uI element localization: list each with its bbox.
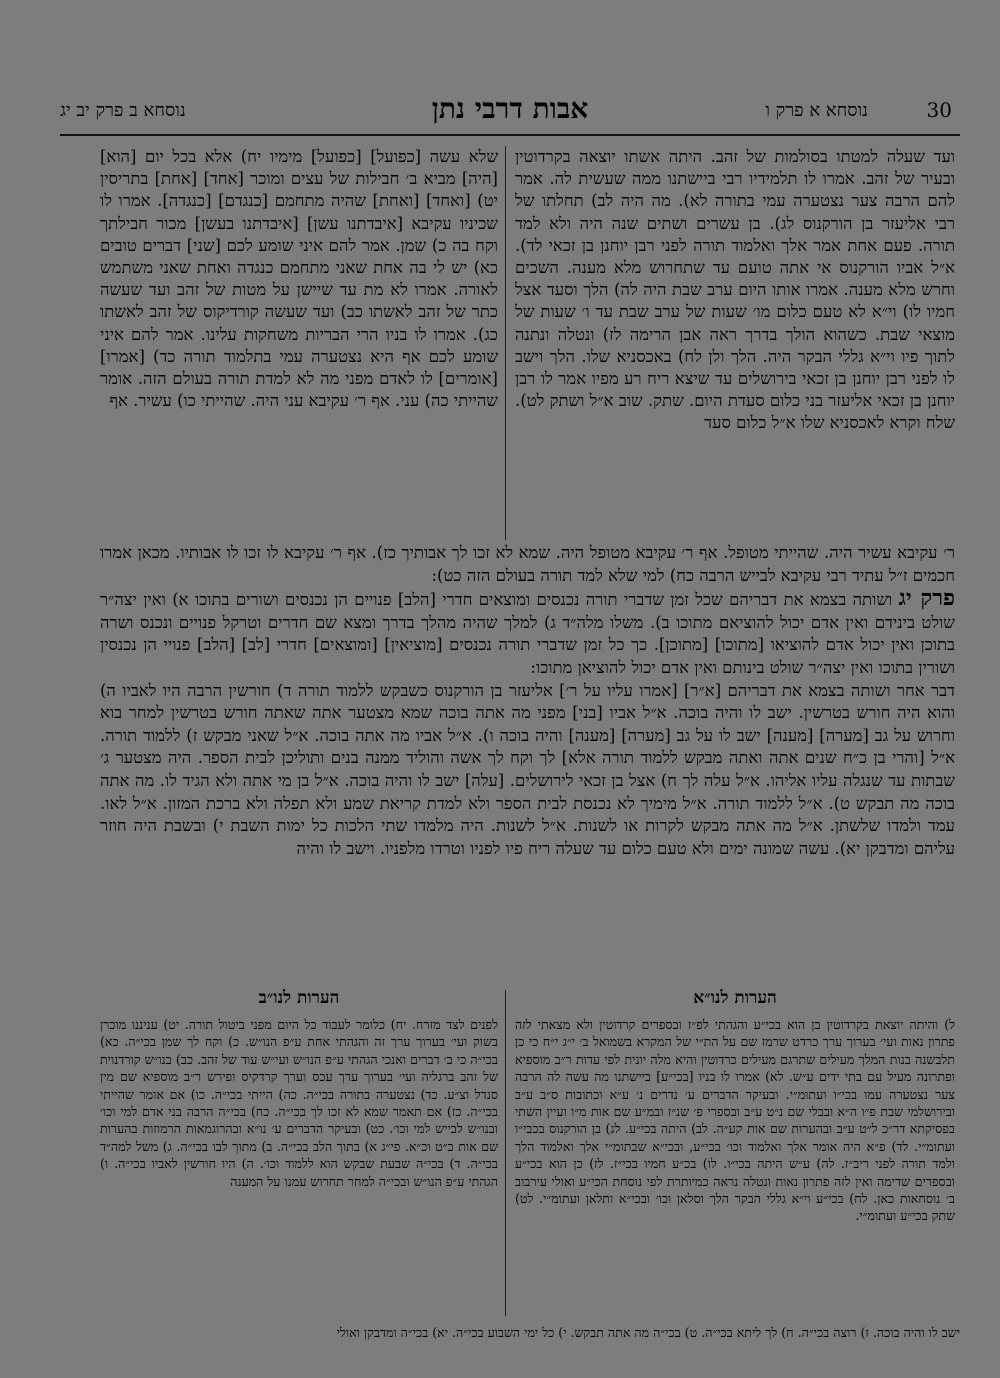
chapter-paragraph xyxy=(100,587,955,679)
notes-divider xyxy=(505,990,506,1316)
chapter-heading: פרק יג xyxy=(898,585,955,612)
column-version-b xyxy=(100,146,498,540)
chapter-text: ושותה בצמא את דבריהם שכל זמן שדברי תורה נכנסים ומוצאים חדרי [הלב] פנויים הן נכנסים ושורים בתוכו א) ואין יצה״ר שולט בינידם ואין אדם יכול להוציאם מתוכו ב). משלו מלה״ד ג) למלך שהיה מהלך בדרך ומצא שם חדרים וטרקל פנויים ונכנס ושרה בתוכן ואין יכול אדם להוציאו [מתוכו] [מתוכן]. כך כל זמן שדברי תורה נכנסים [מוציאין] [ומוצאים] חדרי [לב] [הלב] פנויי הן נכנסין ושורין בתוכו ואין יצה״ר שולט בינותם ואין אדם יכול להוציאן מתוכו: xyxy=(100,590,955,677)
column-text: ועד שעלה למטתו בסולמות של זהב. היתה אשתו יוצאה בקרדוטין ובעיר של זהב. אמרו לו תלמידיו רבי ביישתנו ממה שעשית לה. אמר להם הרבה צער נצטערה עמי בתורה לא). מה היה לב) תחלתו של רבי אליעזר בן הורקנוס לג). בן עשרים ושתים שנה היה ולא למד תורה. פעם אחת אמר אלך ואלמוד תורה לפני רבן יוחנן בן זכאי לד). א״ל אביו הורקנוס אי אתה טועם עד שתחרוש מלא מענה. השכים וחרש מלא מענה. אמרו אותו היום ערב שבת היה לה) הלך וסעד אצל חמיו לו) וי״א לא טעם כלום מו׳ שעות של ערב שבת עד ו׳ שעות של מוצאי שבת. כשהוא הולך בדרך ראה אבן הרימה לז) ונטלה ונתנה לתוך פיו וי״א גללי הבקר היה. הלך ולן לח) באכסניא שלו. הלך וישב לו לפני רבן יוחנן בן זכאי בירושלים עד שיצא ריח רע מפיו אמר לו רבן יוחנן בן זכאי אליעזר בני כלום סעדת היום. שתק. שוב א״ל ושתק לט). שלח וקרא לאכסניא שלו א״ל כלום סעד xyxy=(515,147,955,433)
header-title: אבות דרבי נתן xyxy=(431,92,589,125)
bottom-footnote-line: ישב לו והיה בוכה. ז) רוצה בכי״ה. ח) לך ליתא בכי״ה. ט) בכי״ה מה אתה תבקש. י) כל ימי השבוע בכי״ה. יא) בכי״ה ומדבקן ואולי xyxy=(336,1325,960,1340)
notes-heading-b: הערות לנו״ב xyxy=(258,988,340,1008)
column-version-a xyxy=(515,146,955,540)
header-rule xyxy=(60,134,960,136)
running-header xyxy=(60,92,960,132)
header-section-right: נוסחא ב פרק יב יג xyxy=(60,100,186,121)
column-divider xyxy=(505,146,506,540)
notes-text: ל) והיתה יוצאת בקרדוטין בן הוא בכי״ע והגהתי לפ״ז ובספרים קרדוטין ולא מצאתי לזה פתרון נאות ועי׳ בערוך ערך כרדט שרמז שם על הת״י של המקרא בשמואל ב׳ י״ג י״ח כי כן תלבשנה בנות המלך מעילים שתרגם מעילים כרדוטין והיא מלה יונית לפי עדות ר״ב מוספיא ופתרונה מעיל עם בתי ידים ע״ש. לא) אמרו לו בניו [בכי״ע] ביישתנו מה עשה לה הרבה צער נצטערה עמו בכי״ו ועתומ״י. ובעיקר הדברים ע׳ נדרים נ׳ ע״א וכתובות ס״ב ע״ב ובירושלמי שבת פ״ו ה״א ובבלי שם נ״ט ע״ב ובספרי פ׳ שנ״ז ובמ״ע שם אות מ״ו ועיין השתי בפסיקתא דר״כ ל״ט ע״ב ובהערות שם אות קע״ה. לב) היתה בכי״ע. לג) בן הורקנוס בכבי״ו ועתומ״י. לד) פ״א היה אומר אלך ואלמוד וכו׳ בכי״ע, ובכי״א שבתומ״י אלך ואלמוד הלך ולמד תורה לפני ריב״ז. לה) ע״ש היתה בכי״ו. לו) בכ״ע חמיו בכי״ז. לז) כן הוא בכי״ע ובספרים שדימה ואין לזה פתרון נאות ונטלה נראה כמיותרת לפי נוסחת הכי״ע ואולי עירבוב ב׳ נוסחאות כאן. לח) בכי״ע וי״א גללי הבקר הלך וסלאן וכו׳ ובכי״א ותלאן ועתומ״י. לט) שתק בכי״ע ועתומ״י. xyxy=(515,1017,955,1224)
header-section-left: נוסחא א פרק ו xyxy=(765,100,868,121)
full-width-body xyxy=(100,542,955,962)
page-number: 30 xyxy=(926,98,952,122)
column-text: שלא עשה [כפועל] [כפועל] מימיו יח) אלא בכל יום [הוא] [היה] מביא ב׳ חבילות של עצים ומוכר [אחד] [אחת] בתריסין יט) [ואחד] [ואחת] שהיה מתחמם [כנגדם] [כנגדה]. אמרו לו שכיניו עקיבא [איבדתנו עשן] [איבדתנו בעשן] מכור חבילתך וקח בה כ) שמן. אמר להם איני שומע לכם [שני] דברים טובים כא) יש לי בה אחת שאני מתחמם כנגדה ואחת שאני משתמש לאורה. אמרו לא מת עד שיישן על מטות של זהב ועד שעשה כתר של זהב לאשתו כב) ועד שעשה קורדיקוס של זהב לאשתו כג). אמרו לו בניו הרי הבריות משחקות עלינו. אמר להם איני שומע לכם אף היא נצטערה עמי בתלמוד תורה כד) [אמרו] [אומרים] לו לאדם מפני מה לא למדת תורה בעולם הזה. אומר שהייתי כה) עני. אף ר׳ עקיבא עני היה. שהייתי כו) עשיר. אף xyxy=(100,147,498,411)
continuation-text: ר׳ עקיבא עשיר היה. שהייתי מטופל. אף ר׳ עקיבא מטופל היה. שמא לא זכו לך אבותיך כז). אף ר׳ עקיבא לו זכו לו אבותיו. מכאן אמרו חכמים ז״ל עתיד רבי עקיבא לבייש הרבה כח) למי שלא למד תורה בעולם הזה כט): xyxy=(100,543,955,585)
notes-text: לפנים לצד מזרח. יח) כלומר לעבוד כל היום מפני ביטול תורה. יט) עניננו מוכרן בשוק ועי׳ בערוך ערך זה והגהתי אחת ע״פ הנו״ש. כ) וקח לך שמן בכי״ה. כא) בכי״ה כי ב׳ דברים ואנכי הגהתי ע״פ הנו״ש ועי״ש עוד של זהב. כב) בנו״ש קורדנוית של זהב ברגליה ועי׳ בערוך ערך עכס וערך קרדקיס ופירש ר״ב מוספיא שם מין סנדל וצ״ע. כד) נצטערה בתורה בכי״ה. כה) הייתי בכי״ה. כו) אם אומר שהייתי בכי״ה. כז) אם תאמר שמא לא זכו לך בכי״ה. כח) בכי״ה הרבה בני אדם למי וכו׳ ובנו״ש לבייש למי וכו׳. כט) ובעיקר הדברים ע׳ נו״א ובהרוגמאות הרמוזות בהערות שם אות כ״ט וכ״א. פי״ג א) בתוך הלב בכי״ה. ב) מתוך לבו בכי״ה. ג) משל למה״ד בכי״ה. ד) בכי״ה שבעת שבקש הוא ללמוד וכו׳. ה) היו חורשין לאביו בכי״ה. ו) הגהתי ע״פ הנו״ש ובכי״ה למחר תחרוש עמנו על המענה xyxy=(100,1017,498,1189)
notes-heading-a: הערות לנו״א xyxy=(693,988,777,1008)
chapter-text-2: דבר אחר ושותה בצמא את דבריהם [א״ר] [אמרו עליו על ר׳] אליעזר בן הורקנוס כשבקש ללמוד תורה ד) חורשין הרבה היו לאביו ה) והוא היה חורש בטרשין. ישב לו והיה בוכה. א״ל אביו [בני] מפני מה אתה בוכה שמא מצטער אתה שאתה חורש בטרשין למחר בוא וחרוש על גב [מערה] [מענה] ישב לו על גב [מערה] [מענה] והיה בוכה ו). א״ל אביו מה אתה בוכה. א״ל שאני מבקש ז) ללמוד תורה. א״ל [והרי בן כ״ח שנים אתה ואתה מבקש ללמוד תורה אלא] לך וקח לך אשה והוליד ממנה בנים ותוליכן לבית הספר. היה מצטער ג׳ שבתות עד שנגלה עליו אליהו. א״ל עלה לך ח) אצל בן זכאי לירושלים. [עלה] ישב לו והיה בוכה. א״ל בן מי אתה ולא הגיד לו. מה אתה בוכה מה תבקש ט). א״ל ללמוד תורה. א״ל מימיך לא נכנסת לבית הספר ולא למדת קריאת שמע ולא תפלה ולא ברכת המזון. א״ל לאו. עמד ולמדו שלשתן. א״ל מה אתה מבקש לקרות או לשנות. א״ל לשנות. היה מלמדו שתי הלכות כל ימות השבת י) ובשבת היה חוזר עליהם ומדבקן יא). עשה שמונה ימים ולא טעם כלום עד שעלה ריח פיו לפניו וטרדו מלפניו. וישב לו והיה xyxy=(100,680,955,858)
notes-version-a xyxy=(515,1016,955,1316)
notes-version-b xyxy=(100,1016,498,1316)
